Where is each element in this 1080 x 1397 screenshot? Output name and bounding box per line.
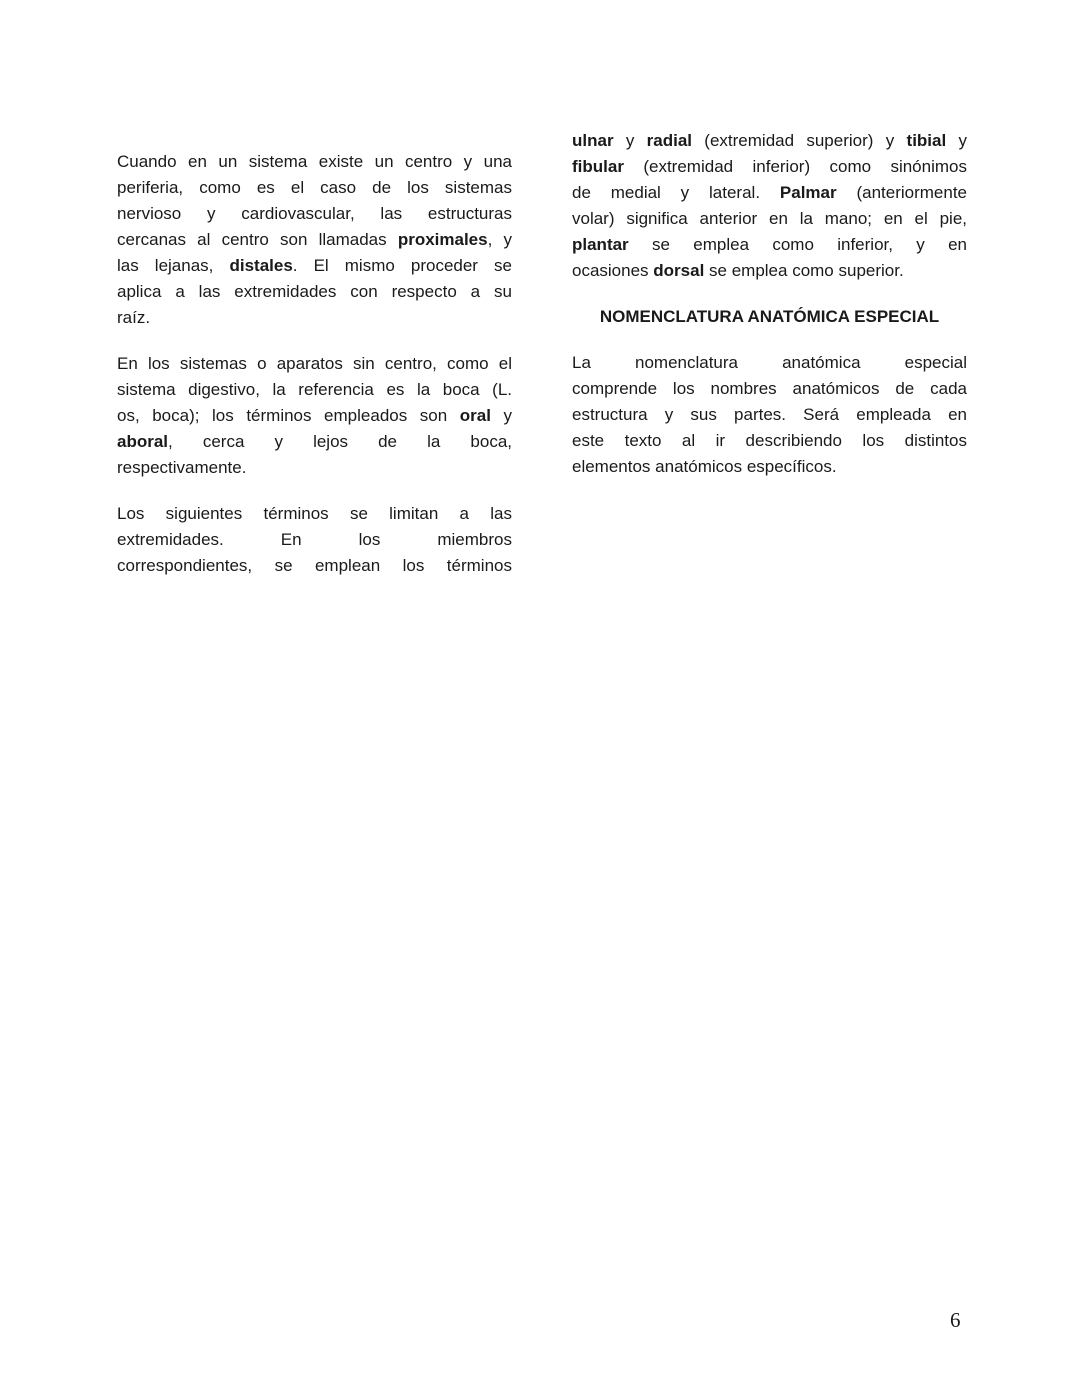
text-segment: las lejanas,	[117, 256, 230, 275]
bold-term: proximales	[397, 230, 488, 249]
text-segment: estructura y sus partes. Será empleada en	[572, 405, 967, 424]
text-segment: Cuando en un sistema existe un centro y una	[117, 152, 512, 171]
right-column	[572, 128, 967, 500]
text-line	[117, 455, 512, 481]
text-segment: , y	[487, 230, 512, 249]
bold-term: tibial	[906, 131, 947, 150]
text-line	[117, 351, 512, 377]
text-line	[117, 403, 512, 429]
text-segment: . El mismo proceder se	[292, 256, 512, 275]
text-line	[117, 527, 512, 553]
text-line	[117, 377, 512, 403]
bold-term: Palmar	[779, 183, 837, 202]
text-line	[117, 201, 512, 227]
section-heading: NOMENCLATURA ANATÓMICA ESPECIAL	[599, 307, 940, 326]
text-line	[117, 429, 512, 455]
left-column	[117, 149, 512, 599]
text-line	[117, 253, 512, 279]
text-segment: y	[613, 131, 647, 150]
bold-term: plantar	[572, 235, 629, 254]
text-segment: comprende los nombres anatómicos de cada	[572, 379, 967, 398]
text-line	[117, 227, 512, 253]
text-segment: se emplea como inferior, y en	[628, 235, 967, 254]
text-line	[572, 128, 967, 154]
text-line	[572, 350, 967, 376]
text-line	[572, 402, 967, 428]
text-segment: La nomenclatura anatómica especial	[572, 353, 967, 372]
bold-term: aboral	[117, 432, 169, 451]
text-segment: se emplea como superior.	[704, 261, 904, 280]
text-segment: periferia, como es el caso de los sistemas	[117, 178, 512, 197]
text-line	[572, 154, 967, 180]
text-segment: respectivamente.	[117, 458, 247, 477]
text-line	[572, 428, 967, 454]
text-segment: (extremidad inferior) como sinónimos	[623, 157, 967, 176]
paragraph	[117, 351, 512, 481]
text-line	[572, 454, 967, 480]
bold-term: ulnar	[572, 131, 614, 150]
text-line	[117, 305, 512, 331]
text-line	[117, 175, 512, 201]
text-segment: sistema digestivo, la referencia es la boca (L.	[117, 380, 512, 399]
text-line	[572, 376, 967, 402]
page-number: 6	[950, 1308, 961, 1332]
text-segment: aplica a las extremidades con respecto a su	[117, 282, 512, 301]
paragraph	[572, 350, 967, 480]
text-segment: extremidades. En los miembros	[117, 530, 512, 549]
text-line	[572, 180, 967, 206]
bold-term: dorsal	[653, 261, 705, 280]
text-segment: elementos anatómicos específicos.	[572, 457, 837, 476]
text-line	[572, 258, 967, 284]
text-segment: este texto al ir describiendo los distintos	[572, 431, 967, 450]
text-segment: En los sistemas o aparatos sin centro, como el	[117, 354, 512, 373]
bold-term: fibular	[572, 157, 624, 176]
text-segment: (anteriormente	[836, 183, 968, 202]
text-segment: Los siguientes términos se limitan a las	[117, 504, 512, 523]
paragraph	[117, 501, 512, 579]
text-segment: y	[490, 406, 512, 425]
text-segment: raíz.	[117, 308, 151, 327]
text-segment: (extremidad superior) y	[692, 131, 907, 150]
text-segment: correspondientes, se emplean los términos	[117, 556, 512, 575]
text-line	[572, 232, 967, 258]
text-segment: ocasiones	[572, 261, 654, 280]
text-segment: nervioso y cardiovascular, las estructuras	[117, 204, 512, 223]
text-segment: volar) significa anterior en la mano; en el pie,	[572, 209, 967, 228]
bold-term: radial	[646, 131, 693, 150]
paragraph	[117, 149, 512, 331]
text-line	[572, 206, 967, 232]
text-line	[117, 501, 512, 527]
text-segment: de medial y lateral.	[572, 183, 780, 202]
text-line	[117, 149, 512, 175]
paragraph	[572, 128, 967, 284]
bold-term: oral	[459, 406, 491, 425]
text-segment: os, boca); los términos empleados son	[117, 406, 460, 425]
text-segment: y	[946, 131, 967, 150]
text-segment: cercanas al centro son llamadas	[117, 230, 398, 249]
bold-term: distales	[229, 256, 293, 275]
text-segment: , cerca y lejos de la boca,	[168, 432, 512, 451]
text-line	[117, 553, 512, 579]
text-line	[117, 279, 512, 305]
